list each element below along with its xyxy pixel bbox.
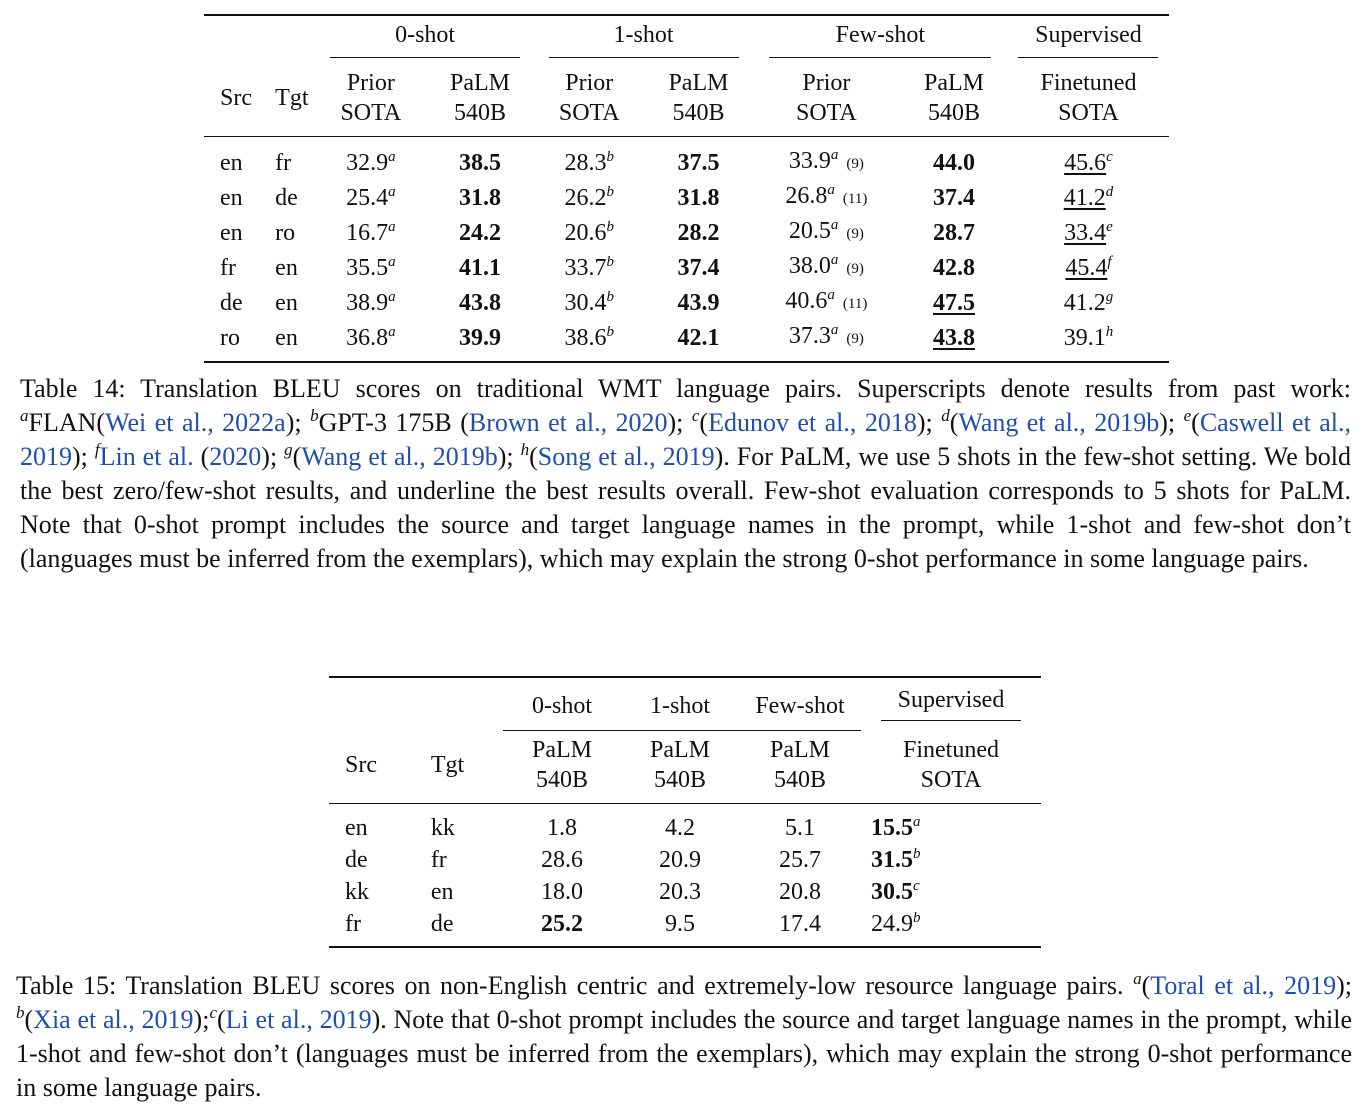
cell-tgt: de bbox=[275, 184, 298, 211]
cell: 39.1$^h$ bbox=[1063, 323, 1114, 351]
cell: 30.4$^b$ bbox=[564, 288, 614, 316]
group-1-shot: 1-shot bbox=[621, 677, 739, 731]
col-header: PaLM 540B bbox=[668, 70, 729, 126]
cell: 18.0 bbox=[541, 879, 583, 905]
cell-src: kk bbox=[345, 879, 369, 905]
cell-src: de bbox=[345, 847, 368, 873]
cell-tgt: de bbox=[430, 911, 454, 937]
cell-src: en bbox=[220, 149, 243, 176]
col-header: PaLM 540B bbox=[450, 70, 511, 126]
cell: 24.9$^b$ bbox=[871, 910, 921, 937]
citation-link[interactable]: Edunov et al., 2018 bbox=[708, 408, 917, 437]
col-header: PaLM 540B bbox=[650, 737, 710, 793]
table-row bbox=[204, 320, 1169, 362]
cell: 45.6$^c$ bbox=[1064, 148, 1113, 176]
cell: 25.2 bbox=[541, 911, 583, 937]
col-header: PaLM 540B bbox=[770, 737, 830, 793]
cell: 28.2 bbox=[677, 219, 720, 246]
group-1-shot: 1-shot bbox=[534, 15, 752, 64]
cell: 42.8 bbox=[932, 254, 975, 281]
cell: 25.7 bbox=[779, 847, 821, 873]
cell-tgt: en bbox=[275, 254, 298, 281]
col-src: Src bbox=[220, 85, 252, 111]
cell-src: en bbox=[220, 219, 243, 246]
group-supervised: Supervised bbox=[861, 677, 1041, 731]
citation-link[interactable]: Wang et al., 2019b bbox=[301, 442, 498, 471]
cell: 28.6 bbox=[541, 847, 583, 873]
cell: 32.9$^a$ bbox=[346, 148, 396, 176]
table-row bbox=[204, 215, 1169, 250]
table-row bbox=[204, 285, 1169, 320]
table-row bbox=[204, 180, 1169, 215]
group-supervised: Supervised bbox=[1008, 15, 1169, 64]
cell: 25.4$^a$ bbox=[346, 183, 396, 211]
empty-header bbox=[329, 677, 503, 731]
table-row bbox=[329, 908, 1041, 947]
cell-src: fr bbox=[345, 911, 361, 937]
cell: 37.4 bbox=[677, 254, 720, 281]
table-row bbox=[204, 137, 1169, 181]
table-row bbox=[329, 844, 1041, 876]
col-tgt: Tgt bbox=[275, 85, 309, 111]
citation-link[interactable]: Lin et al. bbox=[99, 442, 194, 471]
citation-link[interactable]: Wang et al., 2019b bbox=[958, 408, 1160, 437]
cell: 5.1 bbox=[785, 815, 815, 841]
cell: 38.6$^b$ bbox=[564, 323, 614, 351]
cell: 24.2 bbox=[459, 219, 502, 246]
cell: 43.9 bbox=[677, 289, 720, 316]
cell: 9.5 bbox=[665, 911, 695, 937]
col-header: Finetuned SOTA bbox=[903, 736, 999, 793]
cell: 16.7$^a$ bbox=[346, 218, 396, 246]
cell: 1.8 bbox=[547, 815, 577, 841]
cell: 20.6$^b$ bbox=[564, 218, 614, 246]
citation-link[interactable]: Toral et al., 2019 bbox=[1150, 971, 1337, 1000]
cell: 41.2$^d$ bbox=[1063, 183, 1114, 211]
col-header: Prior SOTA bbox=[340, 70, 402, 126]
table-14 bbox=[204, 14, 1169, 363]
cell: 36.8$^a$ bbox=[346, 323, 396, 351]
cell: 31.8 bbox=[459, 184, 502, 211]
empty-header bbox=[204, 15, 316, 64]
cell-tgt: en bbox=[275, 324, 298, 351]
table-row bbox=[329, 876, 1041, 908]
table-row bbox=[329, 804, 1041, 845]
col-header: Prior SOTA bbox=[558, 70, 620, 126]
cell: 31.8 bbox=[677, 184, 720, 211]
citation-link[interactable]: Xia et al., 2019 bbox=[33, 1005, 194, 1034]
cell: 31.5$^b$ bbox=[871, 846, 921, 873]
cell: 45.4$^f$ bbox=[1065, 253, 1112, 281]
cell: 26.8$^a$(11) bbox=[785, 182, 868, 209]
table-14-caption: Table 14: Translation BLEU scores on traditional WMT language pairs. Superscripts denote results from past work: $^a$FLAN(Wei et al., 2022a); $^b$GPT-3 175B (Brown et al., 2020); $^c$(Edunov et al., 2018); $^d$(Wang et al., 2019b); $^e$(Caswell et al., 2019); $^f$Lin et al. (2020); $^g$(Wang et al., 2019b); $^h$(Song et al., 2019). For PaLM, we use 5 shots in the few-shot setting. We bold the best zero/few-shot results, and underline the best results overall. Few-shot evaluation corresponds to 5 shots for PaLM. Note that 0-shot prompt includes the source and target language names in the prompt, while 1-shot and few-shot don’t (languages must be inferred from the exemplars), which may explain the strong 0-shot performance in some language pairs. bbox=[20, 374, 1352, 573]
cell: 47.5 bbox=[932, 289, 975, 316]
cell-src: fr bbox=[220, 254, 236, 281]
table-15 bbox=[329, 676, 1041, 948]
cell-tgt: kk bbox=[430, 815, 455, 841]
cell: 15.5$^a$ bbox=[871, 814, 921, 841]
cell: 17.4 bbox=[779, 911, 821, 937]
cell: 38.9$^a$ bbox=[346, 288, 396, 316]
cell-src: ro bbox=[220, 324, 240, 351]
group-few-shot: Few-shot bbox=[753, 15, 1008, 64]
cell: 35.5$^a$ bbox=[346, 253, 396, 281]
cell: 39.9 bbox=[459, 324, 502, 351]
cell: 30.5$^c$ bbox=[871, 878, 920, 905]
col-header: Finetuned SOTA bbox=[1040, 70, 1137, 126]
cell: 38.5 bbox=[459, 149, 502, 176]
cell: 43.8 bbox=[932, 324, 975, 351]
cell: 43.8 bbox=[459, 289, 502, 316]
cell: 20.5$^a$(9) bbox=[788, 217, 864, 244]
cell-src: de bbox=[220, 289, 243, 316]
table-15-caption: Table 15: Translation BLEU scores on non-English centric and extremely-low resource language pairs. $^a$(Toral et al., 2019); $^b$(Xia et al., 2019);$^c$(Li et al., 2019). Note that 0-shot prompt includes the source and target language names in the prompt, while 1-shot and few-shot don’t (languages must be inferred from the exemplars), which may explain the strong 0-shot performance in some language pairs. bbox=[16, 969, 1353, 1102]
cell: 40.6$^a$(11) bbox=[785, 287, 868, 314]
cell: 26.2$^b$ bbox=[564, 183, 614, 211]
citation-link[interactable]: Song et al., 2019 bbox=[537, 442, 715, 471]
cell: 42.1 bbox=[677, 324, 720, 351]
cell-tgt: ro bbox=[275, 219, 296, 246]
group-0-shot: 0-shot bbox=[316, 15, 534, 64]
cell-tgt: en bbox=[430, 879, 454, 905]
citation-link[interactable]: Li et al., 2019 bbox=[225, 1005, 372, 1034]
col-src: Src bbox=[345, 751, 377, 778]
cell: 37.3$^a$(9) bbox=[788, 322, 864, 349]
cell: 4.2 bbox=[665, 815, 695, 841]
cell: 37.4 bbox=[932, 184, 975, 211]
cell-tgt: fr bbox=[430, 847, 447, 873]
cell-tgt: en bbox=[275, 289, 298, 316]
citation-link[interactable]: Wei et al., 2022a bbox=[105, 408, 286, 437]
col-header: PaLM 540B bbox=[532, 737, 592, 793]
cell: 28.7 bbox=[932, 219, 975, 246]
cell: 41.2$^g$ bbox=[1063, 288, 1114, 316]
cell: 38.0$^a$(9) bbox=[788, 252, 864, 279]
cell-tgt: fr bbox=[275, 149, 292, 176]
cell: 33.7$^b$ bbox=[564, 253, 614, 281]
col-header: Prior SOTA bbox=[796, 70, 857, 126]
cell: 20.8 bbox=[779, 879, 821, 905]
table-row bbox=[204, 250, 1169, 285]
cell-src: en bbox=[345, 815, 368, 841]
cell-src: en bbox=[220, 184, 243, 211]
cell: 33.4e bbox=[1064, 218, 1113, 246]
citation-link[interactable]: Caswell et al., 2019 bbox=[20, 408, 1352, 471]
col-tgt: Tgt bbox=[430, 751, 465, 778]
citation-link[interactable]: 2020 bbox=[209, 442, 262, 471]
col-header: PaLM 540B bbox=[923, 70, 984, 126]
cell: 28.3$^b$ bbox=[564, 148, 614, 176]
group-0-shot: 0-shot bbox=[503, 677, 621, 731]
cell: 41.1 bbox=[459, 254, 502, 281]
cell: 20.3 bbox=[659, 879, 701, 905]
cell: 44.0 bbox=[932, 149, 975, 176]
cell: 33.9$^a$(9) bbox=[788, 147, 864, 174]
group-few-shot: Few-shot bbox=[739, 677, 861, 731]
citation-link[interactable]: Brown et al., 2020 bbox=[468, 408, 668, 437]
cell: 20.9 bbox=[659, 847, 701, 873]
cell: 37.5 bbox=[677, 149, 720, 176]
